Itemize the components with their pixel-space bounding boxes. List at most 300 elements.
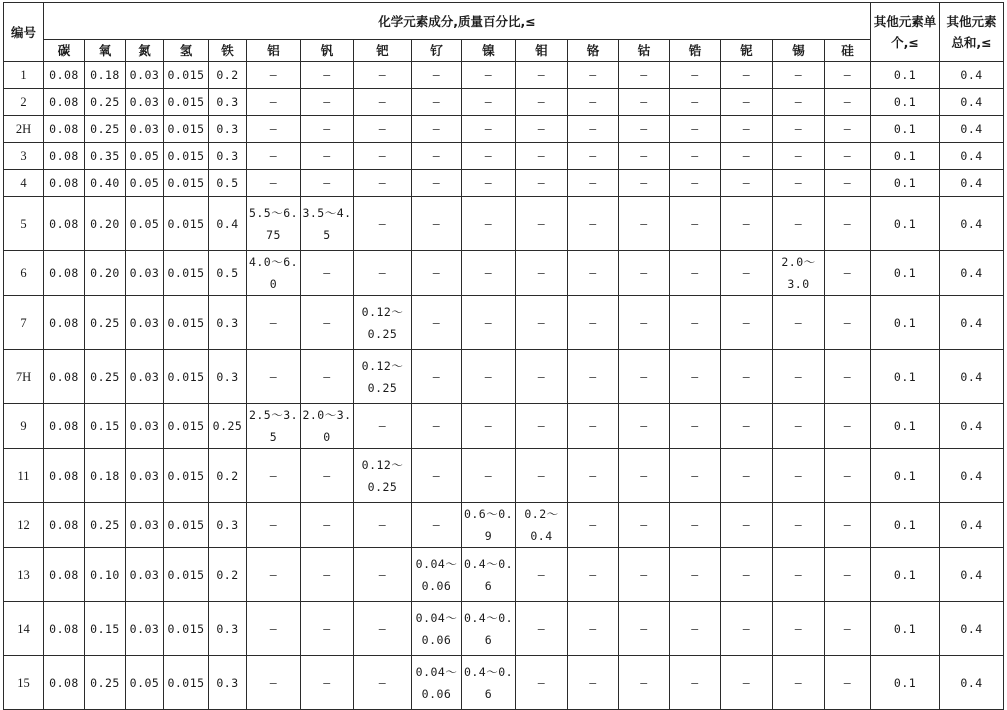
empty-dash-cell: — <box>670 116 721 143</box>
table-header <box>4 3 1004 62</box>
value-cell: 0.2 <box>209 62 247 89</box>
value-cell: 0.4～0.6 <box>462 602 516 656</box>
empty-dash-cell: — <box>247 62 301 89</box>
empty-dash-cell: — <box>247 170 301 197</box>
empty-dash-cell: — <box>721 62 773 89</box>
empty-dash-cell: — <box>773 170 825 197</box>
element-header: 铌 <box>721 40 773 62</box>
empty-dash-cell: — <box>670 404 721 449</box>
empty-dash-cell: — <box>568 62 619 89</box>
value-cell: 0.4 <box>940 143 1004 170</box>
value-cell: 5.5～6.75 <box>247 197 301 251</box>
value-cell: 0.03 <box>126 296 164 350</box>
empty-dash-cell: — <box>721 350 773 404</box>
value-cell: 0.2 <box>209 548 247 602</box>
empty-dash-cell: — <box>619 404 670 449</box>
value-cell: 0.015 <box>164 449 209 503</box>
empty-dash-cell: — <box>825 251 871 296</box>
value-cell: 0.3 <box>209 89 247 116</box>
value-cell: 0.4 <box>940 404 1004 449</box>
value-cell: 0.18 <box>85 449 126 503</box>
empty-dash-cell: — <box>568 350 619 404</box>
value-cell: 0.015 <box>164 602 209 656</box>
value-cell: 0.08 <box>44 656 85 710</box>
empty-dash-cell: — <box>568 656 619 710</box>
element-header: 钼 <box>516 40 568 62</box>
empty-dash-cell: — <box>301 602 354 656</box>
empty-dash-cell: — <box>247 350 301 404</box>
empty-dash-cell: — <box>247 656 301 710</box>
empty-dash-cell: — <box>354 89 412 116</box>
row-id: 14 <box>4 602 44 656</box>
row-id: 2H <box>4 116 44 143</box>
empty-dash-cell: — <box>568 296 619 350</box>
empty-dash-cell: — <box>619 116 670 143</box>
table-row <box>4 116 1004 143</box>
empty-dash-cell: — <box>247 143 301 170</box>
empty-dash-cell: — <box>619 89 670 116</box>
empty-dash-cell: — <box>247 548 301 602</box>
table-row <box>4 503 1004 548</box>
row-id: 1 <box>4 62 44 89</box>
table-row <box>4 170 1004 197</box>
composition-group-header: 化学元素成分,质量百分比,≤ <box>44 3 871 40</box>
value-cell: 0.3 <box>209 602 247 656</box>
value-cell: 0.05 <box>126 143 164 170</box>
empty-dash-cell: — <box>301 296 354 350</box>
empty-dash-cell: — <box>773 116 825 143</box>
value-cell: 0.4 <box>940 170 1004 197</box>
empty-dash-cell: — <box>516 170 568 197</box>
table-row <box>4 197 1004 251</box>
row-id: 9 <box>4 404 44 449</box>
row-id: 4 <box>4 170 44 197</box>
value-cell: 0.4 <box>940 116 1004 143</box>
empty-dash-cell: — <box>354 548 412 602</box>
empty-dash-cell: — <box>247 116 301 143</box>
empty-dash-cell: — <box>462 89 516 116</box>
empty-dash-cell: — <box>619 251 670 296</box>
empty-dash-cell: — <box>825 170 871 197</box>
empty-dash-cell: — <box>301 503 354 548</box>
empty-dash-cell: — <box>619 656 670 710</box>
value-cell: 0.1 <box>871 350 940 404</box>
table-row <box>4 449 1004 503</box>
value-cell: 0.08 <box>44 197 85 251</box>
empty-dash-cell: — <box>721 656 773 710</box>
empty-dash-cell: — <box>721 503 773 548</box>
value-cell: 0.25 <box>85 503 126 548</box>
empty-dash-cell: — <box>412 89 462 116</box>
value-cell: 0.08 <box>44 116 85 143</box>
empty-dash-cell: — <box>354 602 412 656</box>
empty-dash-cell: — <box>516 116 568 143</box>
value-cell: 0.15 <box>85 404 126 449</box>
value-cell: 0.015 <box>164 503 209 548</box>
empty-dash-cell: — <box>670 449 721 503</box>
empty-dash-cell: — <box>247 296 301 350</box>
empty-dash-cell: — <box>462 251 516 296</box>
empty-dash-cell: — <box>354 62 412 89</box>
empty-dash-cell: — <box>301 350 354 404</box>
empty-dash-cell: — <box>462 197 516 251</box>
value-cell: 0.3 <box>209 143 247 170</box>
empty-dash-cell: — <box>773 548 825 602</box>
value-cell: 0.6～0.9 <box>462 503 516 548</box>
value-cell: 0.1 <box>871 602 940 656</box>
empty-dash-cell: — <box>773 197 825 251</box>
value-cell: 0.25 <box>85 116 126 143</box>
value-cell: 0.1 <box>871 143 940 170</box>
empty-dash-cell: — <box>773 503 825 548</box>
empty-dash-cell: — <box>462 170 516 197</box>
value-cell: 0.08 <box>44 296 85 350</box>
empty-dash-cell: — <box>773 602 825 656</box>
empty-dash-cell: — <box>670 170 721 197</box>
empty-dash-cell: — <box>670 251 721 296</box>
value-cell: 0.1 <box>871 503 940 548</box>
value-cell: 0.1 <box>871 296 940 350</box>
value-cell: 0.25 <box>85 656 126 710</box>
value-cell: 0.08 <box>44 89 85 116</box>
empty-dash-cell: — <box>721 602 773 656</box>
empty-dash-cell: — <box>516 296 568 350</box>
value-cell: 0.05 <box>126 170 164 197</box>
empty-dash-cell: — <box>721 449 773 503</box>
empty-dash-cell: — <box>773 404 825 449</box>
value-cell: 0.015 <box>164 143 209 170</box>
value-cell: 0.08 <box>44 404 85 449</box>
empty-dash-cell: — <box>721 170 773 197</box>
value-cell: 0.015 <box>164 656 209 710</box>
empty-dash-cell: — <box>825 656 871 710</box>
empty-dash-cell: — <box>619 170 670 197</box>
empty-dash-cell: — <box>619 503 670 548</box>
empty-dash-cell: — <box>670 548 721 602</box>
value-cell: 0.015 <box>164 170 209 197</box>
empty-dash-cell: — <box>354 143 412 170</box>
value-cell: 0.03 <box>126 548 164 602</box>
empty-dash-cell: — <box>721 404 773 449</box>
empty-dash-cell: — <box>825 449 871 503</box>
empty-dash-cell: — <box>568 89 619 116</box>
empty-dash-cell: — <box>247 602 301 656</box>
empty-dash-cell: — <box>462 143 516 170</box>
empty-dash-cell: — <box>568 404 619 449</box>
value-cell: 0.08 <box>44 350 85 404</box>
value-cell: 0.04～0.06 <box>412 548 462 602</box>
value-cell: 0.18 <box>85 62 126 89</box>
value-cell: 3.5～4.5 <box>301 197 354 251</box>
empty-dash-cell: — <box>516 602 568 656</box>
value-cell: 0.3 <box>209 296 247 350</box>
empty-dash-cell: — <box>670 602 721 656</box>
row-id: 15 <box>4 656 44 710</box>
empty-dash-cell: — <box>301 170 354 197</box>
table-row <box>4 251 1004 296</box>
value-cell: 0.04～0.06 <box>412 602 462 656</box>
empty-dash-cell: — <box>301 116 354 143</box>
element-header: 锡 <box>773 40 825 62</box>
empty-dash-cell: — <box>619 350 670 404</box>
id-column-header: 编号 <box>4 3 44 62</box>
value-cell: 0.2 <box>209 449 247 503</box>
empty-dash-cell: — <box>825 404 871 449</box>
empty-dash-cell: — <box>516 656 568 710</box>
value-cell: 0.4 <box>940 296 1004 350</box>
empty-dash-cell: — <box>721 116 773 143</box>
empty-dash-cell: — <box>670 296 721 350</box>
value-cell: 2.5～3.5 <box>247 404 301 449</box>
empty-dash-cell: — <box>721 143 773 170</box>
empty-dash-cell: — <box>619 62 670 89</box>
empty-dash-cell: — <box>412 296 462 350</box>
empty-dash-cell: — <box>247 89 301 116</box>
empty-dash-cell: — <box>773 350 825 404</box>
empty-dash-cell: — <box>301 656 354 710</box>
value-cell: 0.3 <box>209 116 247 143</box>
table-row <box>4 350 1004 404</box>
empty-dash-cell: — <box>354 197 412 251</box>
value-cell: 0.3 <box>209 656 247 710</box>
empty-dash-cell: — <box>773 449 825 503</box>
empty-dash-cell: — <box>516 449 568 503</box>
value-cell: 0.015 <box>164 62 209 89</box>
empty-dash-cell: — <box>619 143 670 170</box>
row-id: 3 <box>4 143 44 170</box>
empty-dash-cell: — <box>568 143 619 170</box>
row-id: 11 <box>4 449 44 503</box>
row-id: 12 <box>4 503 44 548</box>
empty-dash-cell: — <box>301 143 354 170</box>
empty-dash-cell: — <box>568 503 619 548</box>
empty-dash-cell: — <box>354 170 412 197</box>
value-cell: 0.20 <box>85 251 126 296</box>
value-cell: 0.4 <box>940 251 1004 296</box>
empty-dash-cell: — <box>516 404 568 449</box>
element-header: 氧 <box>85 40 126 62</box>
value-cell: 0.015 <box>164 251 209 296</box>
value-cell: 2.0～3.0 <box>301 404 354 449</box>
empty-dash-cell: — <box>301 251 354 296</box>
value-cell: 0.08 <box>44 251 85 296</box>
value-cell: 0.5 <box>209 170 247 197</box>
value-cell: 0.03 <box>126 602 164 656</box>
element-header: 铬 <box>568 40 619 62</box>
composition-table <box>3 2 1004 710</box>
element-header: 氢 <box>164 40 209 62</box>
empty-dash-cell: — <box>301 62 354 89</box>
empty-dash-cell: — <box>516 89 568 116</box>
value-cell: 0.03 <box>126 503 164 548</box>
value-cell: 0.4 <box>940 62 1004 89</box>
element-header: 钯 <box>354 40 412 62</box>
empty-dash-cell: — <box>619 197 670 251</box>
value-cell: 0.1 <box>871 548 940 602</box>
empty-dash-cell: — <box>301 89 354 116</box>
value-cell: 0.40 <box>85 170 126 197</box>
empty-dash-cell: — <box>412 404 462 449</box>
table-body <box>4 62 1004 710</box>
element-header: 钴 <box>619 40 670 62</box>
empty-dash-cell: — <box>412 62 462 89</box>
element-header: 碳 <box>44 40 85 62</box>
empty-dash-cell: — <box>354 656 412 710</box>
empty-dash-cell: — <box>462 404 516 449</box>
value-cell: 0.4 <box>940 449 1004 503</box>
empty-dash-cell: — <box>568 548 619 602</box>
empty-dash-cell: — <box>354 251 412 296</box>
empty-dash-cell: — <box>825 503 871 548</box>
empty-dash-cell: — <box>462 296 516 350</box>
value-cell: 0.03 <box>126 404 164 449</box>
value-cell: 0.4 <box>940 197 1004 251</box>
value-cell: 0.08 <box>44 62 85 89</box>
value-cell: 0.1 <box>871 62 940 89</box>
element-header: 铁 <box>209 40 247 62</box>
empty-dash-cell: — <box>825 296 871 350</box>
value-cell: 0.4 <box>209 197 247 251</box>
empty-dash-cell: — <box>301 548 354 602</box>
other-total-header: 其他元素总和,≤ <box>940 3 1004 62</box>
empty-dash-cell: — <box>462 62 516 89</box>
value-cell: 0.12～0.25 <box>354 449 412 503</box>
value-cell: 0.015 <box>164 350 209 404</box>
value-cell: 0.1 <box>871 449 940 503</box>
empty-dash-cell: — <box>462 449 516 503</box>
empty-dash-cell: — <box>773 62 825 89</box>
value-cell: 0.05 <box>126 656 164 710</box>
empty-dash-cell: — <box>670 350 721 404</box>
value-cell: 0.10 <box>85 548 126 602</box>
value-cell: 0.1 <box>871 170 940 197</box>
empty-dash-cell: — <box>516 350 568 404</box>
row-id: 7H <box>4 350 44 404</box>
empty-dash-cell: — <box>670 143 721 170</box>
empty-dash-cell: — <box>773 89 825 116</box>
empty-dash-cell: — <box>670 197 721 251</box>
row-id: 5 <box>4 197 44 251</box>
value-cell: 0.08 <box>44 548 85 602</box>
empty-dash-cell: — <box>354 503 412 548</box>
value-cell: 0.03 <box>126 449 164 503</box>
value-cell: 0.12～0.25 <box>354 350 412 404</box>
empty-dash-cell: — <box>825 602 871 656</box>
empty-dash-cell: — <box>412 143 462 170</box>
empty-dash-cell: — <box>825 116 871 143</box>
empty-dash-cell: — <box>462 116 516 143</box>
value-cell: 0.015 <box>164 197 209 251</box>
value-cell: 0.03 <box>126 89 164 116</box>
value-cell: 0.25 <box>209 404 247 449</box>
value-cell: 0.25 <box>85 350 126 404</box>
table-row <box>4 404 1004 449</box>
value-cell: 4.0～6.0 <box>247 251 301 296</box>
element-header: 铝 <box>247 40 301 62</box>
value-cell: 0.03 <box>126 62 164 89</box>
empty-dash-cell: — <box>721 251 773 296</box>
empty-dash-cell: — <box>247 449 301 503</box>
empty-dash-cell: — <box>412 449 462 503</box>
value-cell: 0.04～0.06 <box>412 656 462 710</box>
value-cell: 0.3 <box>209 350 247 404</box>
empty-dash-cell: — <box>825 89 871 116</box>
empty-dash-cell: — <box>670 62 721 89</box>
value-cell: 0.08 <box>44 170 85 197</box>
row-id: 13 <box>4 548 44 602</box>
table-row <box>4 62 1004 89</box>
empty-dash-cell: — <box>670 503 721 548</box>
empty-dash-cell: — <box>773 296 825 350</box>
value-cell: 0.015 <box>164 548 209 602</box>
element-header: 钌 <box>412 40 462 62</box>
empty-dash-cell: — <box>412 350 462 404</box>
value-cell: 0.08 <box>44 602 85 656</box>
empty-dash-cell: — <box>516 62 568 89</box>
table-row <box>4 656 1004 710</box>
empty-dash-cell: — <box>412 251 462 296</box>
empty-dash-cell: — <box>825 197 871 251</box>
empty-dash-cell: — <box>619 602 670 656</box>
empty-dash-cell: — <box>354 116 412 143</box>
empty-dash-cell: — <box>412 197 462 251</box>
row-id: 2 <box>4 89 44 116</box>
element-header: 氮 <box>126 40 164 62</box>
empty-dash-cell: — <box>568 197 619 251</box>
empty-dash-cell: — <box>412 170 462 197</box>
empty-dash-cell: — <box>568 449 619 503</box>
value-cell: 0.5 <box>209 251 247 296</box>
empty-dash-cell: — <box>568 602 619 656</box>
value-cell: 0.1 <box>871 116 940 143</box>
row-id: 6 <box>4 251 44 296</box>
element-header: 硅 <box>825 40 871 62</box>
value-cell: 0.20 <box>85 197 126 251</box>
empty-dash-cell: — <box>773 143 825 170</box>
value-cell: 0.1 <box>871 89 940 116</box>
element-header: 镍 <box>462 40 516 62</box>
value-cell: 0.08 <box>44 449 85 503</box>
empty-dash-cell: — <box>619 296 670 350</box>
value-cell: 0.1 <box>871 197 940 251</box>
element-header: 锆 <box>670 40 721 62</box>
empty-dash-cell: — <box>721 197 773 251</box>
value-cell: 0.35 <box>85 143 126 170</box>
value-cell: 0.1 <box>871 656 940 710</box>
row-id: 7 <box>4 296 44 350</box>
value-cell: 0.015 <box>164 89 209 116</box>
empty-dash-cell: — <box>619 449 670 503</box>
value-cell: 0.1 <box>871 251 940 296</box>
table-row <box>4 296 1004 350</box>
empty-dash-cell: — <box>412 116 462 143</box>
value-cell: 0.03 <box>126 116 164 143</box>
value-cell: 0.4～0.6 <box>462 548 516 602</box>
value-cell: 2.0～3.0 <box>773 251 825 296</box>
element-header: 钒 <box>301 40 354 62</box>
value-cell: 0.2～0.4 <box>516 503 568 548</box>
empty-dash-cell: — <box>670 89 721 116</box>
value-cell: 0.015 <box>164 116 209 143</box>
empty-dash-cell: — <box>516 251 568 296</box>
value-cell: 0.05 <box>126 197 164 251</box>
value-cell: 0.25 <box>85 296 126 350</box>
value-cell: 0.3 <box>209 503 247 548</box>
empty-dash-cell: — <box>516 548 568 602</box>
empty-dash-cell: — <box>721 548 773 602</box>
empty-dash-cell: — <box>721 89 773 116</box>
value-cell: 0.4 <box>940 656 1004 710</box>
